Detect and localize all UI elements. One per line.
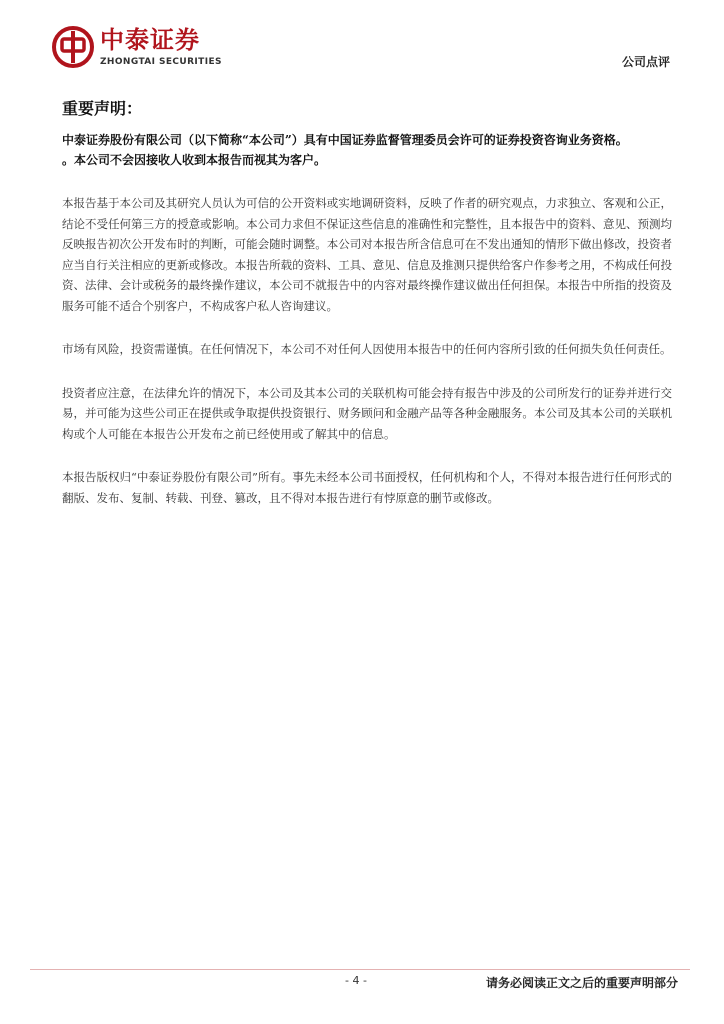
disclaimer-section (62, 98, 672, 531)
zhongtai-logo-icon (52, 26, 94, 68)
logo-chinese-name: 中泰证券 (100, 26, 200, 54)
page-number: - 4 - (345, 974, 367, 987)
logo-english-name: ZHONGTAI SECURITIES (100, 57, 222, 67)
document-type-label: 公司点评 (621, 55, 670, 69)
footer-divider (30, 969, 690, 970)
lead-line: 。本公司不会因接收人收到本报告而视其为客户。 (62, 153, 327, 167)
page-header (0, 0, 724, 80)
risk-paragraph: 市场有风险，投资需谨慎。在任何情况下，本公司不对任何人因使用本报告中的任何内容所引致的任何损失负任何责任。 (62, 342, 672, 356)
conflict-paragraph: 投资者应注意，在法律允许的情况下，本公司及其本公司的关联机构可能会持有报告中涉及的公司所发行的证券并进行交易，并可能为这些公司正在提供或争取提供投资银行、财务顾问和金融产品等各种金融服务。本公司及其本公司的关联机构或个人可能在本报告公开发布之前已经使用或了解其中的信息。 (62, 385, 672, 441)
company-logo (52, 26, 232, 76)
lead-line: 中泰证券股份有限公司（以下简称“本公司”）具有中国证券监督管理委员会许可的证券投资咨询业务资格。 (62, 133, 628, 147)
footer-notice: 请务必阅读正文之后的重要声明部分 (485, 976, 678, 990)
section-title: 重要声明： (62, 99, 143, 118)
copyright-paragraph: 本报告版权归“中泰证券股份有限公司”所有。事先未经本公司书面授权，任何机构和个人，不得对本报告进行任何形式的翻版、发布、复制、转载、刊登、篡改，且不得对本报告进行有悖原意的删节或修改。 (62, 470, 672, 505)
disclaimer-paragraph: 本报告基于本公司及其研究人员认为可信的公开资料或实地调研资料，反映了作者的研究观点，力求独立、客观和公正，结论不受任何第三方的授意或影响。本公司力求但不保证这些信息的准确性和完整性，且本报告中的资料、意见、预测均反映报告初次公开发布时的判断，可能会随时调整。本公司对本报告所含信息可在不发出通知的情形下做出修改，投资者应当自行关注相应的更新或修改。本报告所载的资料、工具、意见、信息及推测只提供给客户作参考之用，不构成任何投资、法律、会计或税务的最终操作建议，本公司不就报告中的内容对最终操作建议做出任何担保。本报告中所指的投资及服务可能不适合个别客户，不构成客户私人咨询建议。 (62, 196, 672, 313)
lead-statement (62, 130, 672, 170)
